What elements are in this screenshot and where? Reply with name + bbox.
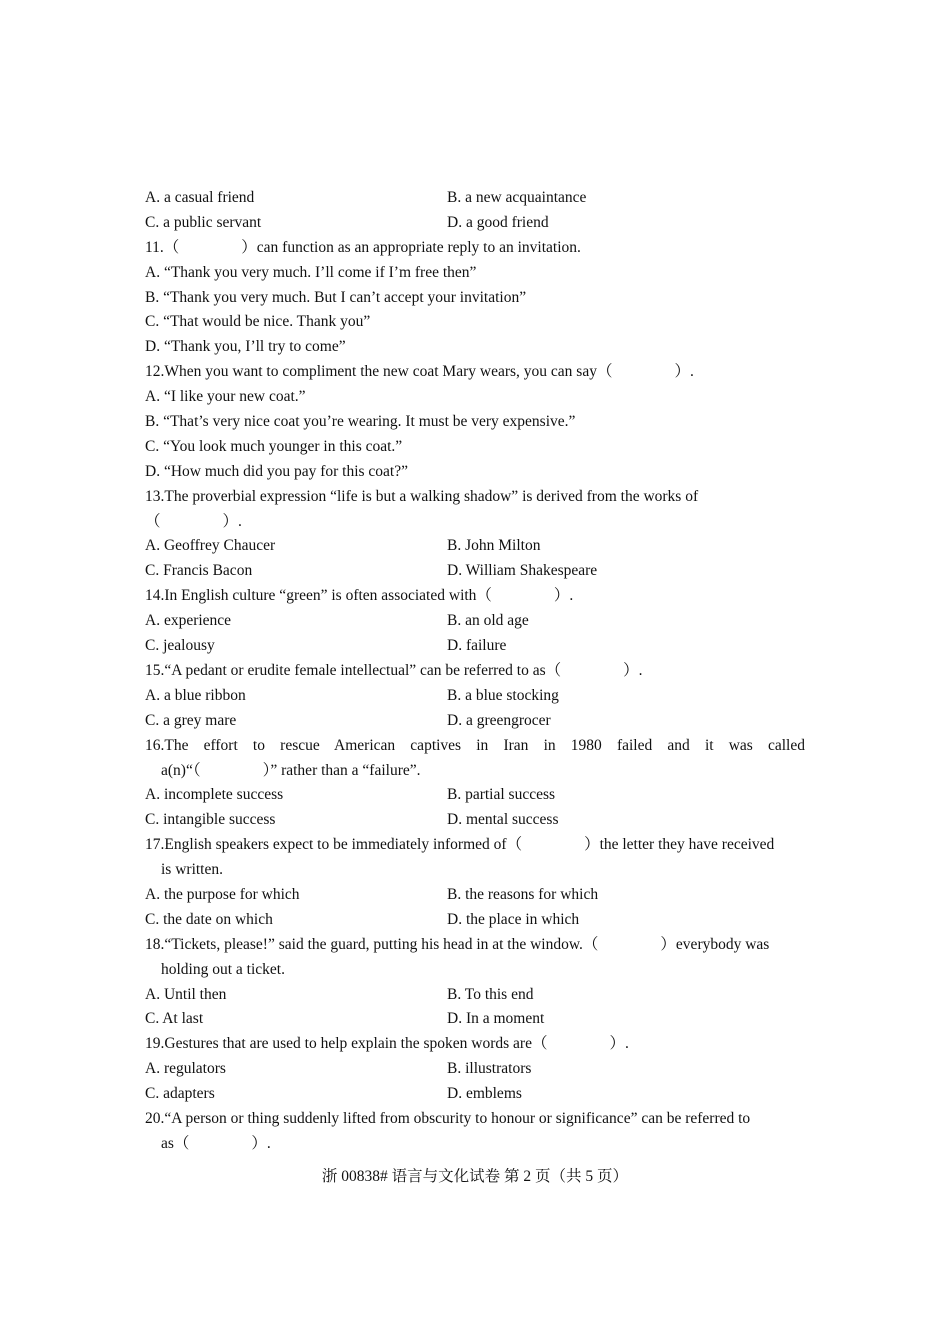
option-row (145, 1007, 805, 1032)
question-16-line-2: a(n)“（ ）” rather than a “failure”. (161, 761, 421, 779)
option-b: B. an old age (447, 612, 529, 630)
question-17-line-1: 17.English speakers expect to be immediately informed of（ ）the letter they have received (145, 836, 775, 854)
question-18 (145, 933, 805, 983)
question-17 (145, 833, 805, 883)
option-a: A. a casual friend (145, 189, 255, 206)
option-row (145, 634, 805, 659)
question-16 (145, 734, 805, 784)
option-a: A. Until then (145, 985, 227, 1003)
option-c: C. a public servant (145, 213, 262, 231)
option-b: B. To this end (447, 985, 534, 1003)
question-14: 14.In English culture “green” is often associated with（ ）. (145, 587, 574, 605)
exam-page-body (145, 186, 805, 1157)
option-b: B. a new acquaintance (447, 189, 587, 206)
option-row (145, 1057, 805, 1082)
option-c: C. “That would be nice. Thank you” (145, 313, 371, 331)
question-19: 19.Gestures that are used to help explain the spoken words are（ ）. (145, 1035, 629, 1053)
option-d: D. “How much did you pay for this coat?” (145, 462, 409, 480)
option-row (145, 783, 805, 808)
option-d: D. emblems (447, 1085, 522, 1103)
option-row (145, 709, 805, 734)
question-16-line-1: 16.The effort to rescue American captives in Iran in 1980 failed and it was called (145, 736, 805, 754)
option-d: D. William Shakespeare (447, 562, 598, 580)
question-17-line-2: is written. (161, 861, 223, 879)
option-c: C. jealousy (145, 637, 215, 655)
option-row (145, 808, 805, 833)
question-20-line-1: 20.“A person or thing suddenly lifted from obscurity to honour or significance” can be referred to (145, 1109, 751, 1127)
option-row (145, 684, 805, 709)
option-b: B. illustrators (447, 1060, 532, 1078)
option-c: C. At last (145, 1010, 204, 1028)
question-12: 12.When you want to compliment the new coat Mary wears, you can say（ ）. (145, 363, 694, 381)
question-15: 15.“A pedant or erudite female intellectual” can be referred to as（ ）. (145, 661, 643, 679)
option-row (145, 983, 805, 1008)
option-b: B. “Thank you very much. But I can’t accept your invitation” (145, 288, 527, 306)
option-a: A. the purpose for which (145, 885, 300, 903)
option-d: D. the place in which (447, 910, 580, 928)
option-d: D. a greengrocer (447, 711, 551, 729)
option-b: B. the reasons for which (447, 885, 599, 903)
option-b: B. partial success (447, 786, 556, 804)
option-c: C. adapters (145, 1085, 215, 1103)
question-13: 13.The proverbial expression “life is but a walking shadow” is derived from the works of (145, 487, 699, 505)
question-13-blank: （ ）. (145, 512, 242, 530)
option-a: A. Geoffrey Chaucer (145, 537, 276, 555)
option-row (145, 186, 805, 211)
question-20-line-2: as（ ）. (161, 1134, 271, 1152)
option-b: B. a blue stocking (447, 686, 559, 704)
option-b: B. “That’s very nice coat you’re wearing. It must be very expensive.” (145, 413, 576, 431)
option-a: A. experience (145, 612, 232, 630)
option-d: D. “Thank you, I’ll try to come” (145, 338, 346, 356)
option-d: D. failure (447, 637, 507, 655)
option-c: C. intangible success (145, 811, 276, 829)
option-row (145, 883, 805, 908)
option-d: D. In a moment (447, 1010, 545, 1028)
question-20 (145, 1107, 805, 1157)
page-footer: 浙 00838# 语言与文化试卷 第 2 页（共 5 页） (321, 1168, 629, 1185)
question-18-line-1: 18.“Tickets, please!” said the guard, putting his head in at the window.（ ）everybody was (145, 935, 770, 953)
option-d: D. mental success (447, 811, 559, 829)
option-a: A. a blue ribbon (145, 686, 246, 704)
option-c: C. “You look much younger in this coat.” (145, 437, 403, 455)
option-row (145, 534, 805, 559)
option-a: A. incomplete success (145, 786, 284, 804)
option-row (145, 908, 805, 933)
option-a: A. regulators (145, 1060, 226, 1078)
question-18-line-2: holding out a ticket. (161, 960, 285, 978)
option-c: C. a grey mare (145, 711, 237, 729)
option-a: A. “Thank you very much. I’ll come if I’m free then” (145, 263, 477, 281)
option-c: C. Francis Bacon (145, 562, 253, 580)
option-c: C. the date on which (145, 910, 273, 928)
option-row (145, 1082, 805, 1107)
option-row (145, 211, 805, 236)
option-b: B. John Milton (447, 537, 541, 555)
option-row (145, 609, 805, 634)
option-a: A. “I like your new coat.” (145, 388, 306, 406)
question-11: 11.（ ）can function as an appropriate reply to an invitation. (145, 238, 581, 256)
option-d: D. a good friend (447, 213, 549, 231)
option-row (145, 559, 805, 584)
